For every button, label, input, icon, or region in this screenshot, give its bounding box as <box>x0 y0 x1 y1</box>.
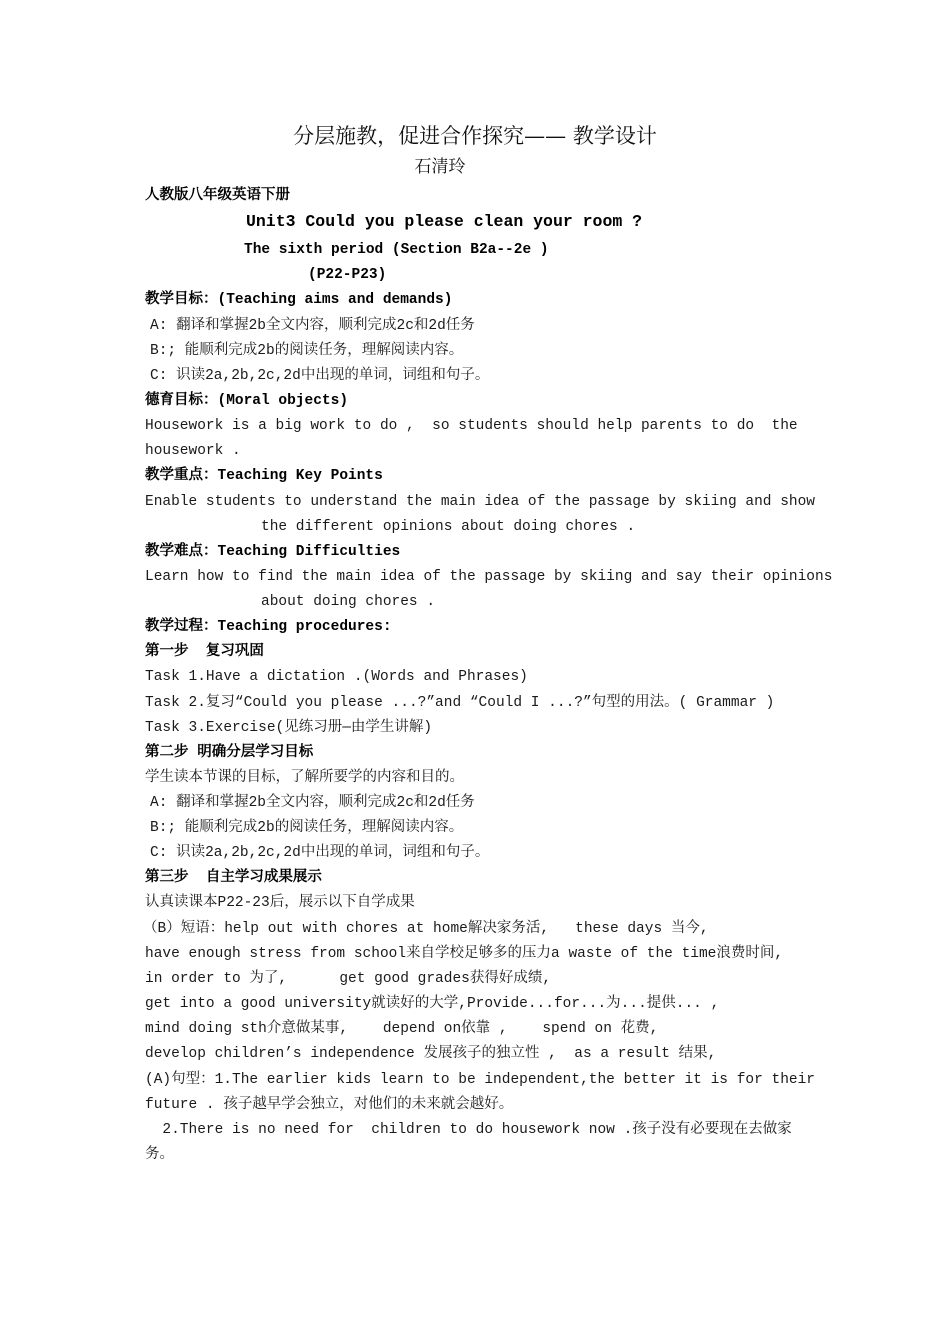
phrase-line-5: mind doing sth介意做某事, depend on依靠 , spend on 花费, <box>145 1021 659 1037</box>
moral-line-1: Housework is a big work to do , so students should help parents to do the <box>145 418 798 434</box>
sentence-1-line-2: future . 孩子越早学会独立，对他们的未来就会越好。 <box>145 1097 514 1113</box>
phrase-line-3: in order to 为了, get good grades获得好成绩, <box>145 971 552 987</box>
phrase-line-6: develop children’s independence 发展孩子的独立性 , as a result 结果, <box>145 1046 717 1062</box>
aims-b: B:; 能顺利完成2b的阅读任务，理解阅读内容。 <box>150 343 464 359</box>
key-points-line-1: Enable students to understand the main idea of the passage by skiing and show <box>145 494 816 510</box>
difficulties-heading: 教学难点：Teaching Difficulties <box>145 544 401 560</box>
step1-heading: 第一步 复习巩固 <box>145 644 264 660</box>
step2-c: C: 识读2a,2b,2c,2d中出现的单词，词组和句子。 <box>150 845 490 861</box>
phrase-line-2: have enough stress from school来自学校足够多的压力a waste of the time浪费时间, <box>145 946 784 962</box>
moral-heading: 德育目标：(Moral objects) <box>145 393 349 409</box>
step2-a: A: 翻译和掌握2b全文内容，顺利完成2c和2d任务 <box>150 795 475 811</box>
sentence-2-line-1: 2.There is no need for children to do housework now .孩子没有必要现在去做家 <box>145 1122 792 1138</box>
textbook-label: 人教版八年级英语下册 <box>145 188 290 204</box>
unit-title: Unit3 Could you please clean your room ? <box>246 212 643 231</box>
sentence-1-line-1: (A)句型：1.The earlier kids learn to be independent,the better it is for their <box>145 1072 816 1088</box>
difficulties-line-2: about doing chores . <box>261 594 436 610</box>
moral-line-2: housework . <box>145 443 241 459</box>
step2-b: B:; 能顺利完成2b的阅读任务，理解阅读内容。 <box>150 820 464 836</box>
key-points-line-2: the different opinions about doing chores . <box>261 519 636 535</box>
step1-task-1: Task 1.Have a dictation .(Words and Phrases) <box>145 669 528 685</box>
step2-heading: 第二步 明确分层学习目标 <box>145 745 314 761</box>
page-range: (P22-P23) <box>308 267 387 283</box>
period-title: The sixth period (Section B2a--2e ) <box>244 242 549 258</box>
sentence-2-line-2: 务。 <box>145 1147 174 1163</box>
step1-task-3: Task 3.Exercise(见练习册—由学生讲解) <box>145 720 433 736</box>
phrase-line-1: （B）短语：help out with chores at home解决家务活, these days 当今, <box>143 921 709 937</box>
phrase-line-4: get into a good university就读好的大学,Provide...for...为...提供... , <box>145 996 720 1012</box>
procedures-heading: 教学过程：Teaching procedures: <box>145 619 392 635</box>
aims-a: A: 翻译和掌握2b全文内容，顺利完成2c和2d任务 <box>150 318 475 334</box>
step3-intro: 认真读课本P22-23后，展示以下自学成果 <box>145 895 415 911</box>
aims-heading <box>145 290 452 310</box>
key-points-heading: 教学重点：Teaching Key Points <box>145 468 383 484</box>
difficulties-line-1: Learn how to find the main idea of the passage by skiing and say their opinions <box>145 569 833 585</box>
aims-heading-text: 教学目标：(Teaching aims and demands) <box>145 292 453 308</box>
author-name: 石清玲 <box>414 157 466 177</box>
aims-c: C: 识读2a,2b,2c,2d中出现的单词，词组和句子。 <box>150 368 490 384</box>
step3-heading: 第三步 自主学习成果展示 <box>145 870 322 886</box>
step2-intro: 学生读本节课的目标，了解所要学的内容和目的。 <box>145 770 464 786</box>
document-title: 分层施教，促进合作探究—— 教学设计 <box>293 124 657 148</box>
step1-task-2: Task 2.复习“Could you please ...?”and “Could I ...?”句型的用法。( Grammar ) <box>145 695 775 711</box>
